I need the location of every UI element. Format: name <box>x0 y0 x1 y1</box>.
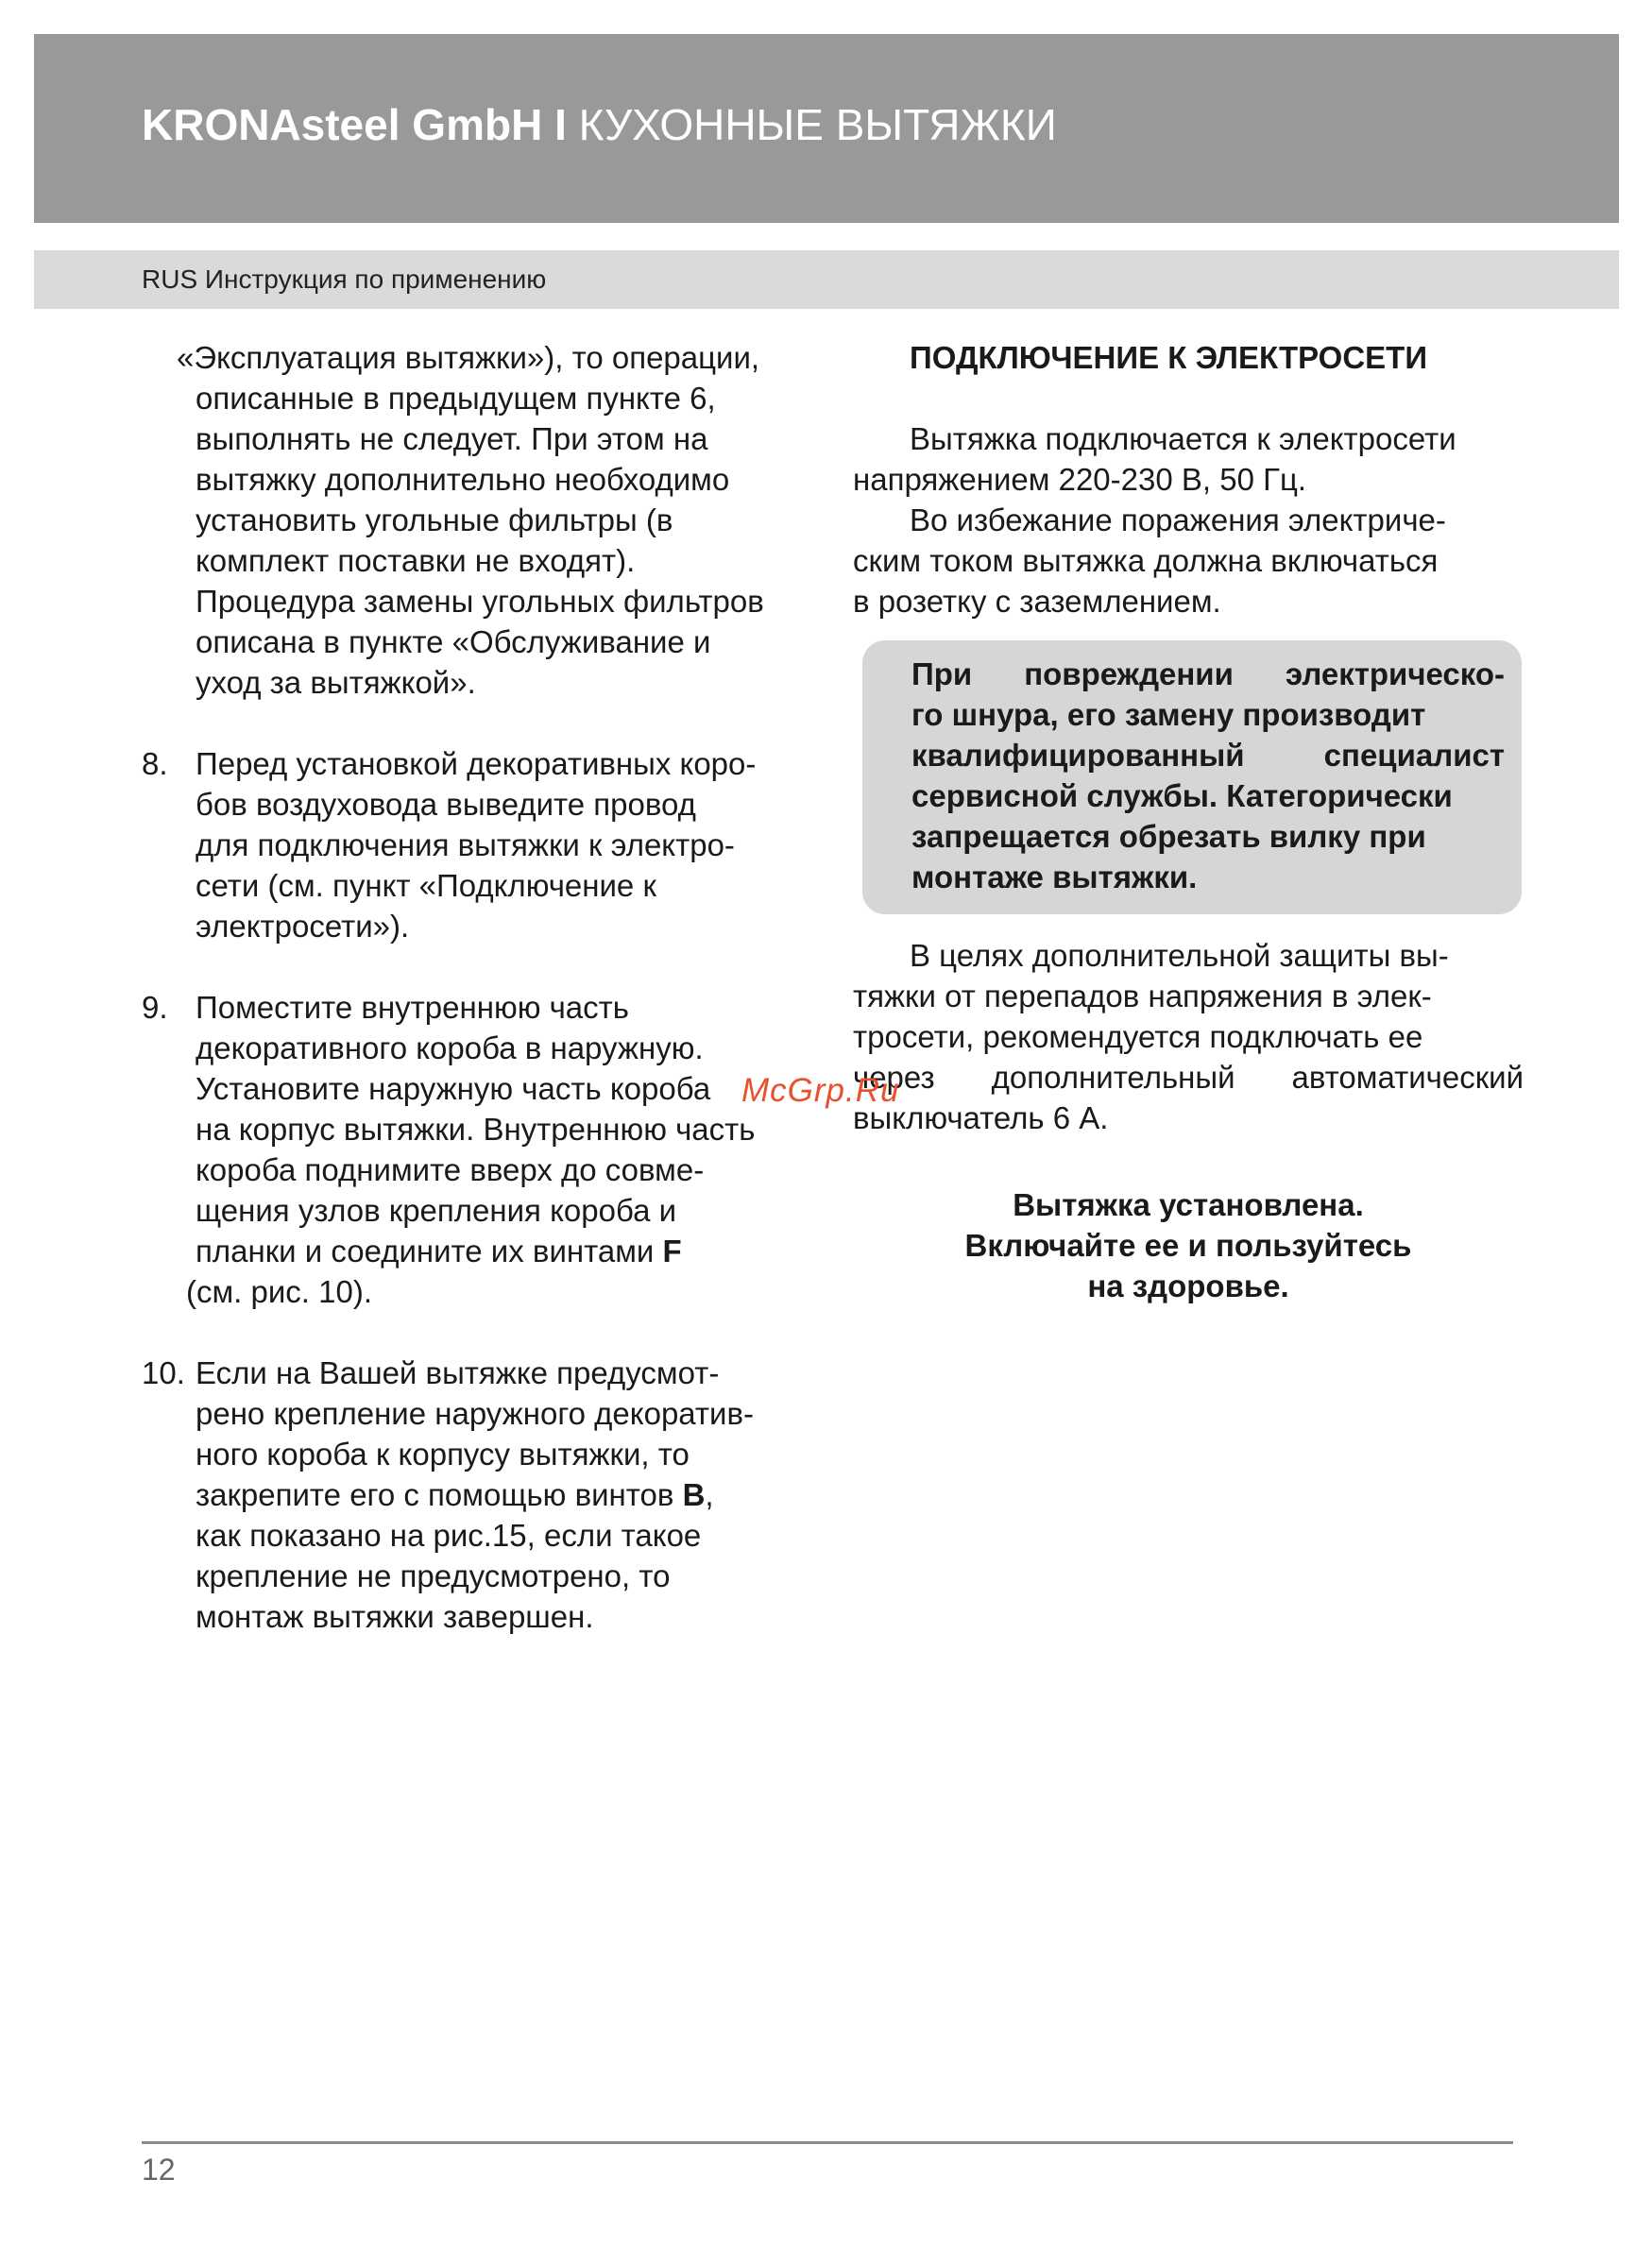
warning-line: го шнура, его замену производит <box>911 697 1426 732</box>
text-line: щения узлов крепления короба и <box>196 1193 677 1228</box>
text-line: на корпус вытяжки. Внутреннюю часть <box>196 1112 756 1147</box>
text-line: электросети»). <box>196 909 410 944</box>
closing-line: на здоровье. <box>1087 1268 1289 1303</box>
list-number: 10. <box>142 1355 185 1390</box>
text-line: в розетку с заземлением. <box>853 584 1221 619</box>
warning-line: квалифицированный специалист <box>911 738 1505 773</box>
footer-divider <box>142 2141 1513 2144</box>
text-line: через дополнительный автоматический <box>853 1060 1524 1095</box>
text-line: тяжки от перепадов напряжения в элек- <box>853 979 1432 1013</box>
text-line: выключатель 6 А. <box>853 1100 1109 1135</box>
text-run: , <box>705 1477 714 1512</box>
text-line: рено крепление наружного декоратив- <box>196 1396 754 1431</box>
closing-line: Включайте ее и пользуйтесь <box>964 1228 1412 1263</box>
text-line: Во избежание поражения электриче- <box>910 502 1446 537</box>
watermark: McGrp.Ru <box>741 1072 900 1109</box>
document-subtitle: RUS Инструкция по применению <box>142 264 547 294</box>
text-line: Если на Вашей вытяжке предусмот- <box>196 1355 720 1390</box>
list-item-10 <box>142 1353 831 1637</box>
closing-message <box>853 1184 1524 1306</box>
paragraph-grounding <box>853 500 1524 621</box>
text-line: бов воздуховода выведите провод <box>196 787 696 822</box>
text-line: тросети, рекомендуется подключать ее <box>853 1019 1423 1054</box>
text-line: Перед установкой декоративных коро- <box>196 746 757 781</box>
text-line <box>196 1474 831 1515</box>
text-line: ским током вытяжка должна включаться <box>853 543 1439 578</box>
text-line: напряжением 220-230 В, 50 Гц. <box>853 462 1307 497</box>
list-number: 9. <box>142 990 168 1025</box>
list-item-9 <box>142 987 831 1312</box>
text-line: уход за вытяжкой». <box>196 665 476 700</box>
text-line: Вытяжка подключается к электросети <box>910 421 1456 456</box>
text-line: Установите наружную часть короба <box>196 1071 711 1106</box>
text-line: выполнять не следует. При этом на <box>196 421 708 456</box>
screw-label-b: B <box>682 1477 706 1512</box>
text-line: сети (см. пункт «Подключение к <box>196 868 656 903</box>
product-line: КУХОННЫЕ ВЫТЯЖКИ <box>566 100 1057 149</box>
text-line: декоративного короба в наружную. <box>196 1030 704 1065</box>
intro-paragraph <box>142 337 831 703</box>
warning-line: запрещается обрезать вилку при <box>911 819 1426 854</box>
paragraph-protection <box>853 935 1524 1138</box>
text-line: Процедура замены угольных фильтров <box>196 584 764 619</box>
right-column <box>853 337 1524 1306</box>
text-line: как показано на рис.15, если такое <box>196 1518 702 1553</box>
text-line: установить угольные фильтры (в <box>196 502 673 537</box>
brand-name: KRONAsteel GmbH I <box>142 100 567 149</box>
list-item-8 <box>142 743 831 946</box>
page-header-title <box>142 99 1057 150</box>
closing-line: Вытяжка установлена. <box>1013 1187 1364 1222</box>
text-line: описанные в предыдущем пункте 6, <box>196 381 716 416</box>
text-line: монтаж вытяжки завершен. <box>196 1599 594 1634</box>
text-line: ного короба к корпусу вытяжки, то <box>196 1437 690 1472</box>
text-line: «Эксплуатация вытяжки»), то операции, <box>177 340 760 375</box>
text-line: Поместите внутреннюю часть <box>196 990 629 1025</box>
text-line: описана в пункте «Обслуживание и <box>196 624 711 659</box>
text-line <box>196 1231 831 1271</box>
warning-line: сервисной службы. Категорически <box>911 778 1453 813</box>
page-number: 12 <box>142 2153 176 2187</box>
list-number: 8. <box>142 746 168 781</box>
warning-box <box>862 640 1522 914</box>
paragraph-voltage <box>853 418 1524 500</box>
left-column <box>142 337 831 1637</box>
warning-line: При повреждении электрическо- <box>911 656 1505 691</box>
text-line: для подключения вытяжки к электро- <box>196 827 735 862</box>
text-line: короба поднимите вверх до совме- <box>196 1152 705 1187</box>
text-line: вытяжку дополнительно необходимо <box>196 462 730 497</box>
text-run: планки и соедините их винтами <box>196 1234 663 1268</box>
text-line: (см. рис. 10). <box>186 1274 373 1309</box>
warning-line: монтаже вытяжки. <box>911 860 1198 894</box>
section-heading: ПОДКЛЮЧЕНИЕ К ЭЛЕКТРОСЕТИ <box>910 340 1428 375</box>
text-line: комплект поставки не входят). <box>196 543 636 578</box>
screw-label-f: F <box>662 1234 682 1268</box>
text-line: В целях дополнительной защиты вы- <box>910 938 1449 973</box>
text-line: крепление не предусмотрено, то <box>196 1558 671 1593</box>
text-run: закрепите его с помощью винтов <box>196 1477 683 1512</box>
